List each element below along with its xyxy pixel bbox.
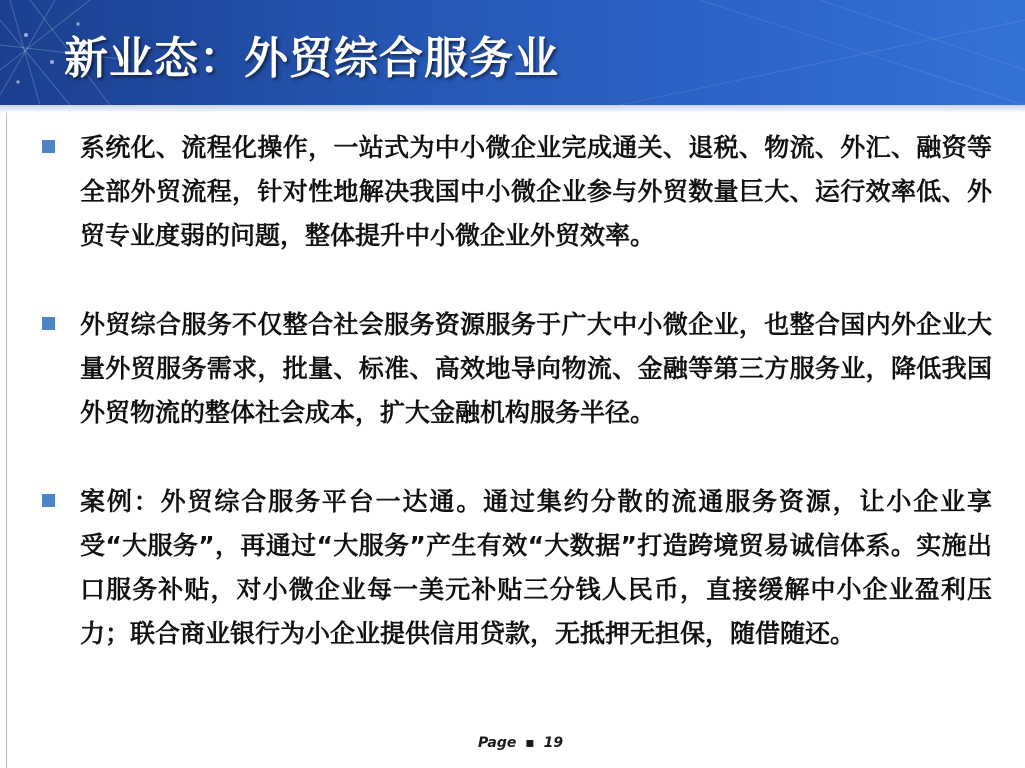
page-separator: ▪ [525, 735, 535, 751]
page-label: Page [478, 735, 517, 751]
bullet-text: 案例：外贸综合服务平台一达通。通过集约分散的流通服务资源，让小企业享受“大服务”，再通过“大服务”产生有效“大数据”打造跨境贸易诚信体系。实施出口服务补贴，对小微企业每一美元补贴三分钱人民币，直接缓解中小企业盈利压力；联合商业银行为小企业提供信用贷款，无抵押无担保，随借随还。 [80, 487, 992, 648]
bullet-text: 外贸综合服务不仅整合社会服务资源服务于广大中小微企业，也整合国内外企业大量外贸服务需求，批量、标准、高效地导向物流、金融等第三方服务业，降低我国外贸物流的整体社会成本，扩大金融机构服务半径。 [80, 310, 992, 427]
square-bullet-icon [42, 317, 55, 330]
page-footer [478, 735, 563, 751]
bullet-text: 系统化、流程化操作，一站式为中小微企业完成通关、退税、物流、外汇、融资等全部外贸流程，针对性地解决我国中小微企业参与外贸数量巨大、运行效率低、外贸专业度弱的问题，整体提升中小微企业外贸效率。 [80, 133, 992, 250]
slide-title: 新业态：外贸综合服务业 [64, 33, 559, 84]
square-bullet-icon [42, 140, 55, 153]
page-number: 19 [543, 735, 564, 751]
bullet-item-1 [42, 126, 992, 258]
title-banner [0, 0, 1025, 105]
bullet-item-2 [42, 303, 992, 435]
bullet-item-3 [42, 480, 992, 656]
left-border-line [6, 113, 7, 768]
banner-shadow [0, 105, 1025, 113]
content-area [42, 126, 992, 656]
square-bullet-icon [42, 494, 55, 507]
